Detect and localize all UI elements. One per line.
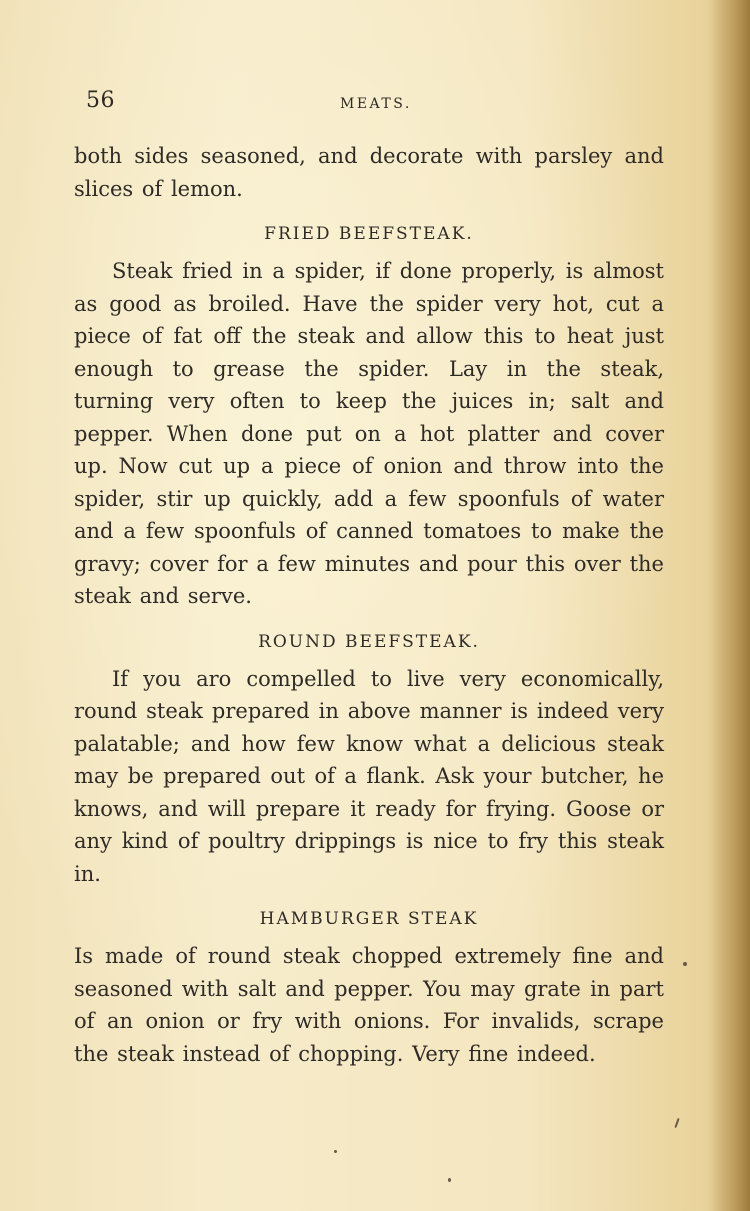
continuation-paragraph: both sides seasoned, and decorate with parsley and slices of lemon. [74, 144, 664, 201]
paragraph-hamburger-steak: Is made of round steak chopped extremely fine and seasoned with salt and pepper. You may grate in part of an onion or fry with onions. For invalids, scrape the steak instead of chopping. Very fine indeed. [74, 944, 664, 1066]
paragraph-fried-beefsteak: Steak fried in a spider, if done properly, is almost as good as broiled. Have the spider very hot, cut a piece of fat off the steak and allow this to heat just enough to grease the spider. Lay in the steak, turning very often to keep the juices in; salt and pepper. When done put on a hot platter and cover up. Now cut up a piece of onion and throw into the spider, stir up quickly, add a few spoonfuls of water and a few spoonfuls of canned tomatoes to make the gravy; cover for a few minutes and pour this over the steak and serve. [74, 259, 664, 608]
paper-speck [674, 1118, 679, 1128]
page-edge-shadow [710, 0, 750, 1211]
paper-speck [448, 1178, 451, 1182]
text-block [74, 140, 664, 1070]
page-number: 56 [86, 88, 115, 113]
paper-speck [334, 1150, 337, 1153]
heading-round-beefsteak: ROUND BEEFSTEAK. [258, 631, 480, 652]
running-head [86, 88, 666, 118]
section-title: MEATS. [340, 96, 412, 112]
heading-hamburger-steak: HAMBURGER STEAK [259, 909, 479, 929]
paper-speck [683, 962, 687, 966]
paragraph-round-beefsteak: If you aro compelled to live very economically, round steak prepared in above manner is indeed very palatable; and how few know what a delicious steak may be prepared out of a flank. Ask your butcher, he knows, and will prepare it ready for frying. Goose or any kind of poultry drippings is nice to fry this steak in. [74, 666, 664, 886]
heading-fried-beefsteak: FRIED BEEFSTEAK. [264, 224, 474, 244]
